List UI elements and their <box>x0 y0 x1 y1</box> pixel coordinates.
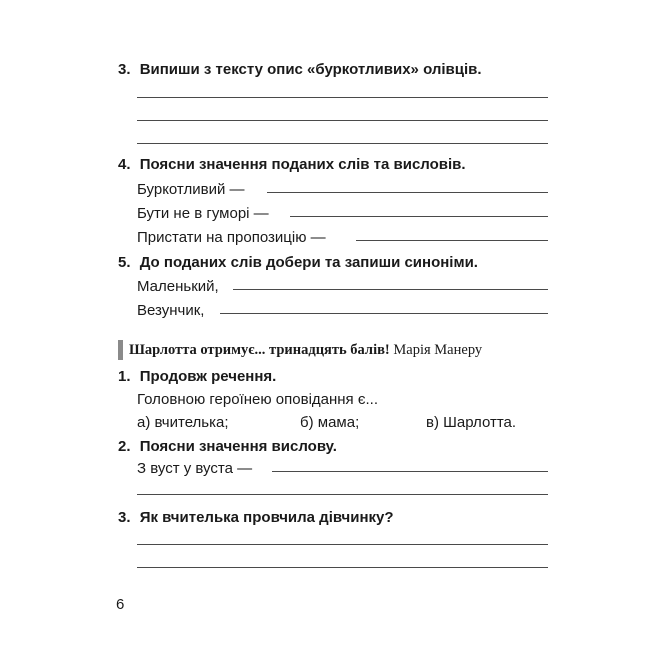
word-item: Маленький, <box>137 278 219 295</box>
question-number: 2. <box>118 438 131 455</box>
section-author: Марія Манеру <box>393 342 483 358</box>
question-number: 4. <box>118 156 131 173</box>
option-c[interactable]: в) Шарлотта. <box>426 414 517 431</box>
expression-item: З вуст у вуста — <box>137 460 253 477</box>
sentence-start: Головною героїнею оповідання є... <box>137 391 379 408</box>
term-item: Бути не в гуморі — <box>137 205 269 222</box>
question-text: До поданих слів добери та запиши синоніми. <box>139 254 478 271</box>
answer-line[interactable] <box>137 544 548 545</box>
question-3 <box>118 61 482 78</box>
term-item: Пристати на пропозицію — <box>137 229 326 246</box>
question-number: 3. <box>118 61 131 78</box>
question-text: Випиши з тексту опис «буркотливих» олівців. <box>139 61 482 78</box>
term-item: Буркотливий — <box>137 181 245 198</box>
answer-line[interactable] <box>290 216 548 217</box>
question-text: Як вчителька провчила дівчинку? <box>139 509 394 526</box>
question-2 <box>118 438 337 455</box>
answer-line[interactable] <box>137 494 548 495</box>
page-number: 6 <box>116 596 125 613</box>
answer-line[interactable] <box>233 289 548 290</box>
question-1 <box>118 368 276 385</box>
answer-line[interactable] <box>137 120 548 121</box>
option-b[interactable]: б) мама; <box>300 414 360 431</box>
question-5 <box>118 254 478 271</box>
question-number: 5. <box>118 254 131 271</box>
answer-line[interactable] <box>220 313 548 314</box>
question-text: Продовж речення. <box>139 368 277 385</box>
question-3b <box>118 509 394 526</box>
answer-line[interactable] <box>137 143 548 144</box>
question-4 <box>118 156 466 173</box>
section-title: Шарлотта отримує... тринадцять балів! <box>129 342 390 358</box>
answer-line[interactable] <box>356 240 548 241</box>
question-number: 3. <box>118 509 131 526</box>
question-number: 1. <box>118 368 131 385</box>
answer-line[interactable] <box>137 567 548 568</box>
answer-line[interactable] <box>267 192 548 193</box>
section-heading <box>118 340 482 360</box>
word-item: Везунчик, <box>137 302 205 319</box>
answer-line[interactable] <box>272 471 548 472</box>
question-text: Поясни значення поданих слів та висловів. <box>139 156 466 173</box>
question-text: Поясни значення вислову. <box>139 438 337 455</box>
answer-line[interactable] <box>137 97 548 98</box>
option-a[interactable]: а) вчителька; <box>137 414 229 431</box>
